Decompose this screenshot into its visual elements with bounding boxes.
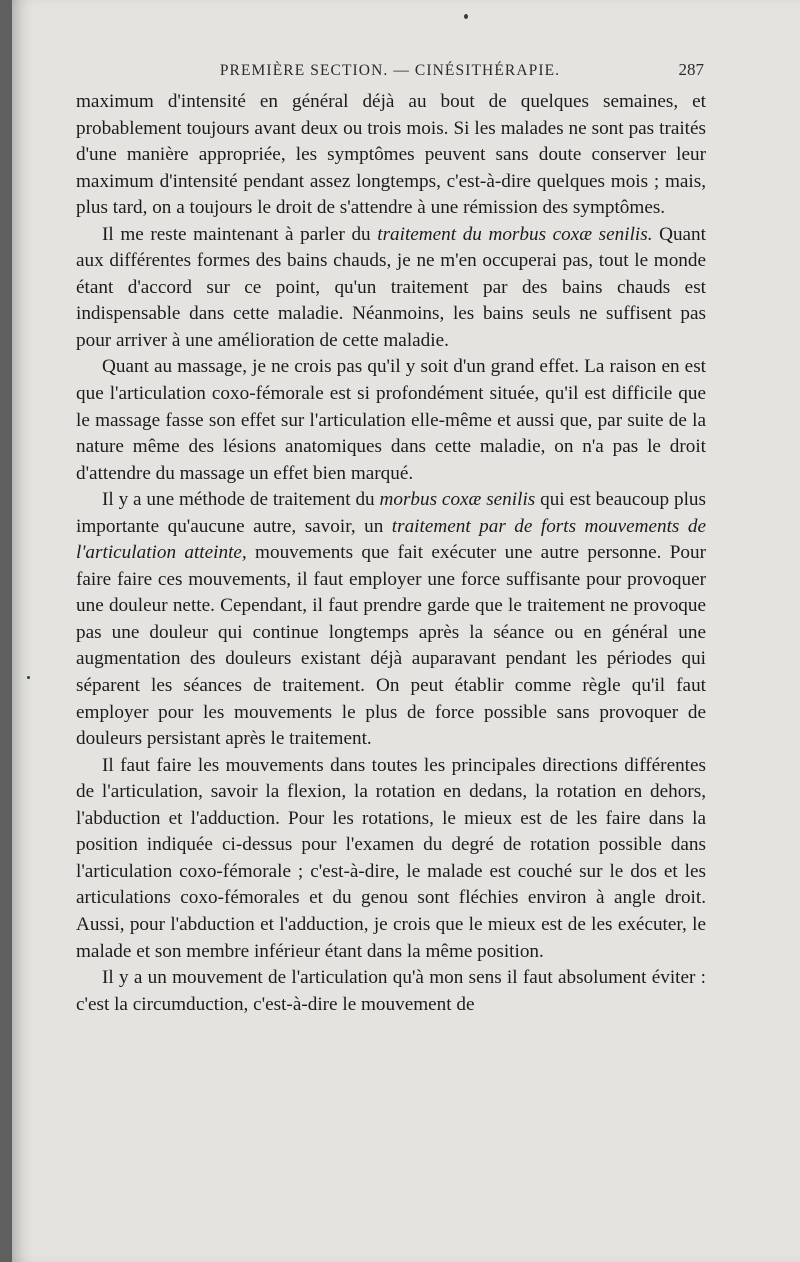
- paragraph-5: [76, 753, 706, 965]
- paragraph-2: [76, 222, 706, 355]
- text-run: Il me reste maintenant à parler du: [102, 223, 378, 245]
- text-run: Il y a une méthode de traitement du: [102, 489, 380, 511]
- paragraph-4: [76, 487, 706, 752]
- body-text: [76, 89, 706, 1018]
- page-number: 287: [678, 60, 704, 79]
- text-run: Quant au massage, je ne crois pas qu'il y soit d'un grand effet. La raison en est que l'articulation coxo-fémorale est si profondément située, qu'il est difficile que le massage fasse son effet sur l'articulation elle-même et aussi que, par suite de la nature même des lésions anatomiques dans cette maladie, on n'a pas le droit d'attendre du massage un effet bien marqué.: [76, 356, 706, 484]
- paragraph-1: [76, 89, 706, 222]
- paragraph-6: [76, 965, 706, 1018]
- text-run: Quant aux différentes formes des bains chauds, je ne m'en occuperai pas, tout le monde étant d'accord sur ce point, qu'un traitement par des bains chauds est indispensable dans cette maladie. Néanmoins, les bains seuls ne suffisent pas pour arriver à une amélioration de cette maladie.: [76, 223, 706, 351]
- italic-text-run: traitement par de forts mouvements de l'articulation atteinte,: [76, 515, 706, 564]
- text-run: mouvements que fait exécuter une autre personne. Pour faire faire ces mouvements, il faut employer une force suffisante pour provoquer une douleur nette. Cependant, il faut prendre garde que le traitement ne provoque pas une douleur qui continue longtemps après la séance ou en général une augmentation des douleurs existant déjà auparavant pendant les périodes qui séparent les séances de traitement. On peut établir comme règle qu'il faut employer pour les mouvements le plus de force possible sans provoquer de douleurs persistant après le traitement.: [76, 542, 706, 750]
- running-title: PREMIÈRE SECTION. — CINÉSITHÉRAPIE.: [219, 62, 561, 79]
- text-run: maximum d'intensité en général déjà au bout de quelques semaines, et probablement toujours avant deux ou trois mois. Si les malades ne sont pas traités d'une manière appropriée, les symptômes peuvent sans doute conserver leur maximum d'intensité pendant assez longtemps, c'est-à-dire quelques mois ; mais, plus tard, on a toujours le droit de s'attendre à une rémission des symptômes.: [76, 91, 706, 219]
- printer-dot-mark: [464, 14, 468, 19]
- paragraph-3: [76, 354, 706, 487]
- text-run: Il faut faire les mouvements dans toutes les principales directions différentes de l'articulation, savoir la flexion, la rotation en dedans, la rotation en dehors, l'abduction et l'adduction. Pour les rotations, le mieux est de les faire dans la position indiquée ci-dessus pour l'examen du degré de rotation possible dans l'articulation coxo-fémorale ; c'est-à-dire, le malade est couché sur le dos et les articulations coxo-fémorales et du genou sont fléchies environ à angle droit. Aussi, pour l'abduction et l'adduction, je crois que le mieux est de les exécuter, le malade et son membre inférieur étant dans la même position.: [76, 754, 706, 962]
- italic-text-run: traitement du morbus coxæ senilis.: [377, 223, 653, 245]
- italic-text-run: morbus coxæ senilis: [379, 489, 536, 511]
- text-run: qui est beaucoup plus importante qu'aucune autre, savoir, un: [76, 489, 706, 537]
- text-run: Il y a un mouvement de l'articulation qu'à mon sens il faut absolument éviter : c'est la circumduction, c'est-à-dire le mouvement de: [76, 967, 706, 1015]
- book-page: [12, 0, 800, 1262]
- running-header: [76, 62, 704, 84]
- speck-mark: [27, 676, 30, 679]
